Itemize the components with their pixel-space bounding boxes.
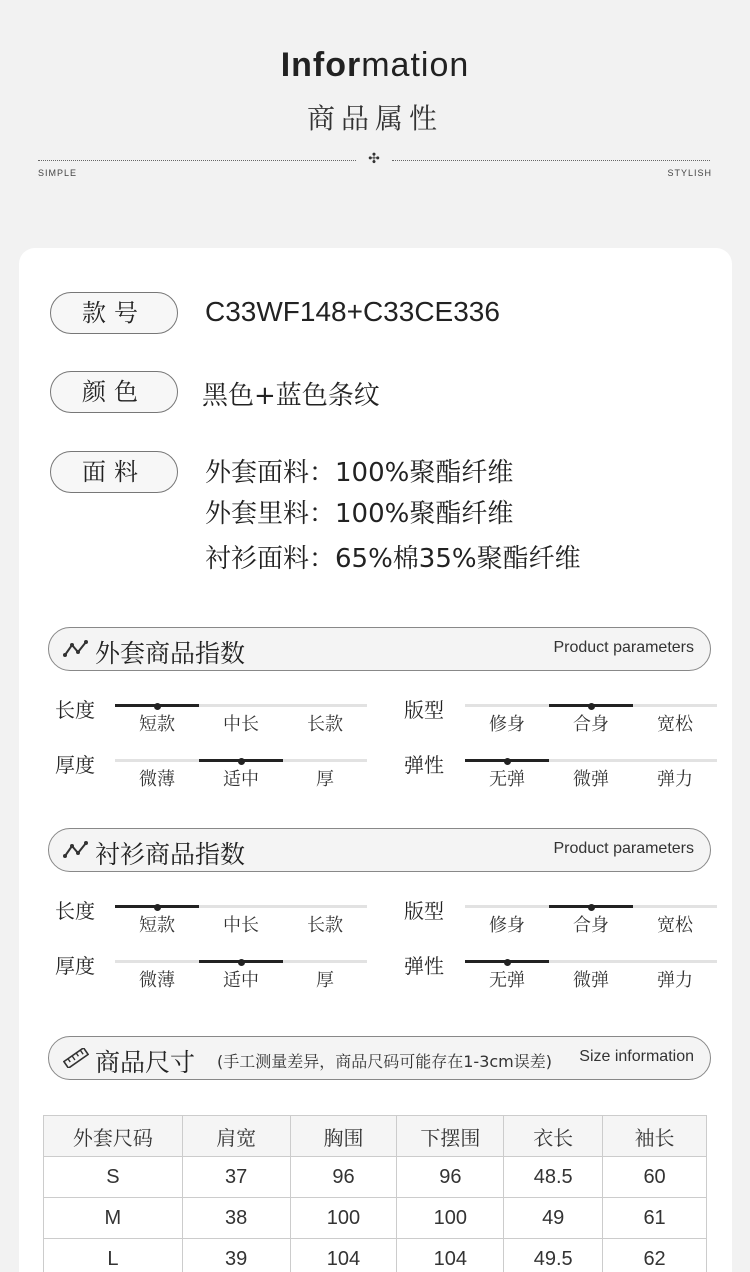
index-option: 适中 [223,769,259,790]
info-title-en-light: mation [361,46,470,84]
index-option: 弹力 [657,769,693,790]
ruler-icon [63,1048,89,1068]
table-row [44,1157,707,1198]
index-option: 宽松 [657,915,693,936]
table-cell: 61 [603,1198,707,1239]
index-option: 长款 [307,915,343,936]
index-option: 无弹 [489,970,525,991]
index-selected-dot [504,959,511,966]
index-label: 版型 [404,899,444,923]
index-option: 微弹 [573,970,609,991]
index-option: 微弹 [573,769,609,790]
index-option: 弹力 [657,970,693,991]
trend-line-icon [63,639,89,659]
fabric-coat-lining: 外套里料：100%聚酯纤维 [205,499,514,529]
table-cell: 104 [290,1239,397,1272]
index-selected-dot [504,758,511,765]
index-selected-dot [238,959,245,966]
index-label: 弹性 [404,954,444,978]
trend-line-icon [63,840,89,860]
table-cell: 96 [290,1157,397,1198]
table-cell: M [44,1198,183,1239]
size-info-header [48,1036,711,1080]
table-cell: 100 [290,1198,397,1239]
size-info-title: 商品尺寸 [95,1048,196,1077]
index-option: 适中 [223,970,259,991]
index-option: 厚 [316,769,334,790]
index-option: 中长 [223,714,259,735]
table-cell: 49 [504,1198,603,1239]
index-label: 厚度 [55,954,95,978]
shirt-index-title: 衬衫商品指数 [95,840,246,869]
index-option: 修身 [489,714,525,735]
index-selected-dot [154,703,161,710]
size-table-header: 外套尺码 [44,1116,183,1157]
info-title-cn: 商品属性 [306,102,443,135]
table-cell: 62 [603,1239,707,1272]
index-option: 宽松 [657,714,693,735]
fabric-shirt: 衬衫面料：65%棉35%聚酯纤维 [205,544,581,574]
simple-label: SIMPLE [38,168,78,178]
coat-index-title: 外套商品指数 [95,639,246,668]
index-option: 合身 [573,915,609,936]
table-cell: 104 [397,1239,504,1272]
coat-index-title-en: Product parameters [553,639,694,656]
index-label: 长度 [55,698,95,722]
size-table-header: 衣长 [504,1116,603,1157]
index-label: 长度 [55,899,95,923]
stylish-label: STYLISH [667,168,712,178]
index-option: 长款 [307,714,343,735]
table-cell: 49.5 [504,1239,603,1272]
table-row [44,1198,707,1239]
index-option: 短款 [139,915,175,936]
size-table-header: 胸围 [290,1116,397,1157]
index-option: 厚 [316,970,334,991]
diamond-cross-icon: ✣ [368,151,380,167]
page-header [0,0,750,200]
index-option: 无弹 [489,769,525,790]
index-option: 中长 [223,915,259,936]
shirt-index-header [48,828,711,872]
size-table-header: 下摆围 [397,1116,504,1157]
table-row [44,1239,707,1272]
table-cell: 100 [397,1198,504,1239]
shirt-index-title-en: Product parameters [553,840,694,857]
size-table-header-row [44,1116,707,1157]
color-pill: 颜色 [50,371,178,413]
dotted-divider-left [38,160,356,161]
info-title-en [0,46,750,85]
index-option: 短款 [139,714,175,735]
size-info-note: (手工测量差异，商品尺码可能存在1-3cm误差) [217,1052,553,1071]
index-selected-dot [154,904,161,911]
table-cell: L [44,1239,183,1272]
table-cell: 39 [182,1239,290,1272]
table-cell: 60 [603,1157,707,1198]
style-number-value: C33WF148+C33CE336 [205,296,500,327]
color-value: 黑色+蓝色条纹 [202,381,380,411]
size-table [43,1115,707,1272]
index-option: 修身 [489,915,525,936]
table-cell: 37 [182,1157,290,1198]
index-option: 微薄 [139,970,175,991]
size-info-title-en: Size information [579,1048,694,1065]
fabric-pill: 面料 [50,451,178,493]
table-cell: S [44,1157,183,1198]
fabric-coat-shell: 外套面料：100%聚酯纤维 [205,458,514,488]
size-table-header: 袖长 [603,1116,707,1157]
index-selected-dot [588,904,595,911]
table-cell: 38 [182,1198,290,1239]
style-number-pill: 款号 [50,292,178,334]
index-selected-dot [588,703,595,710]
index-option: 合身 [573,714,609,735]
index-label: 弹性 [404,753,444,777]
index-label: 厚度 [55,753,95,777]
index-selected-dot [238,758,245,765]
size-table-header: 肩宽 [182,1116,290,1157]
coat-index-header [48,627,711,671]
table-cell: 48.5 [504,1157,603,1198]
index-option: 微薄 [139,769,175,790]
index-label: 版型 [404,698,444,722]
table-cell: 96 [397,1157,504,1198]
dotted-divider-right [392,160,710,161]
info-title-en-bold: Infor [280,46,362,84]
